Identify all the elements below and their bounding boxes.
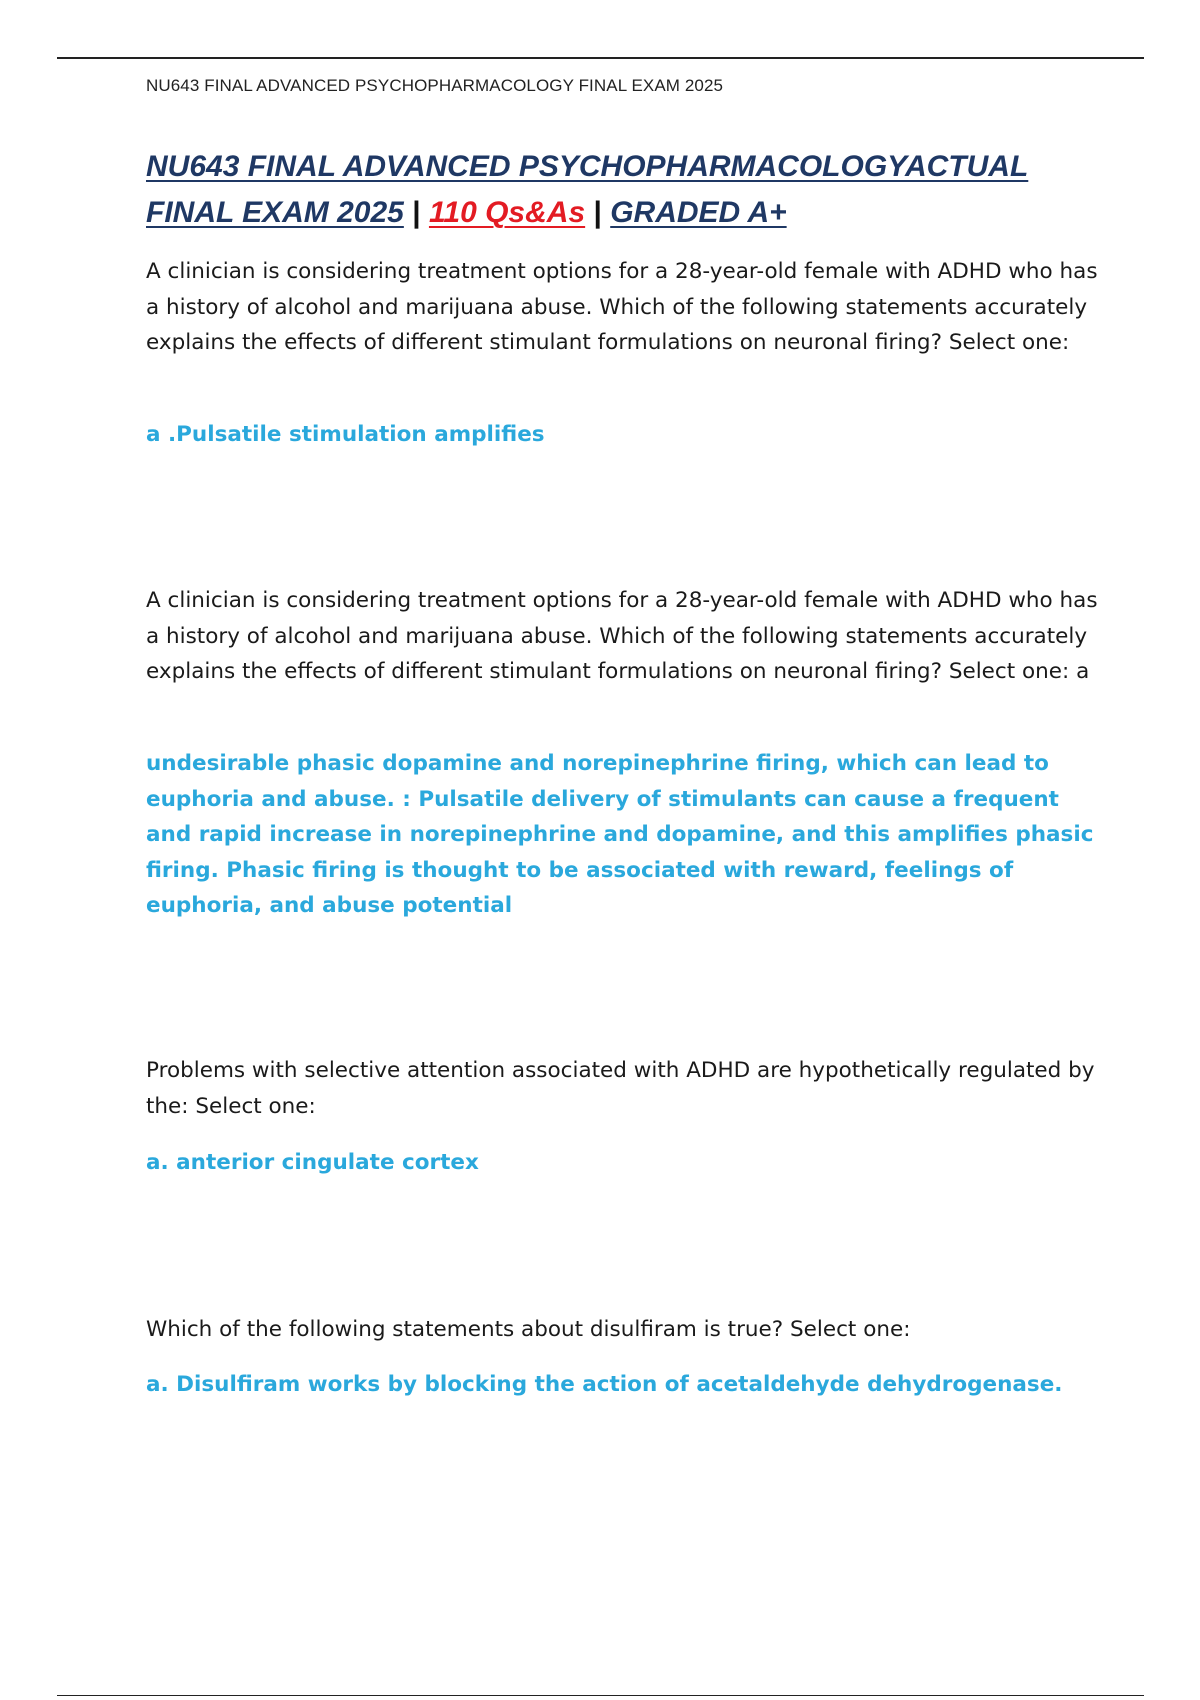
bottom-rule xyxy=(57,1695,1144,1696)
answer-4: a. Disulfiram works by blocking the action of acetaldehyde dehydrogenase. xyxy=(146,1372,1063,1397)
question-4: Which of the following statements about disulfiram is true? Select one: xyxy=(146,1317,911,1342)
title-separator-2: | xyxy=(585,196,611,229)
question-3: Problems with selective attention associated with ADHD are hypothetically regulated by the: Select one: xyxy=(146,1058,1095,1119)
title-separator-1: | xyxy=(403,196,429,229)
title-line-2-exam: FINAL EXAM 2025 xyxy=(146,196,404,229)
answer-1: a .Pulsatile stimulation amplifies xyxy=(146,422,545,447)
question-1: A clinician is considering treatment options for a 28-year-old female with ADHD who has a history of alcohol and marijuana abuse. Which of the following statements accurately explains the effects of different stimulant formulations on neuronal firing? Select one: xyxy=(146,259,1098,355)
top-rule xyxy=(57,57,1144,59)
running-header: NU643 FINAL ADVANCED PSYCHOPHARMACOLOGY FINAL EXAM 2025 xyxy=(146,76,724,95)
answer-3: a. anterior cingulate cortex xyxy=(146,1150,479,1175)
title-line-1: NU643 FINAL ADVANCED PSYCHOPHARMACOLOGYACTUAL xyxy=(146,150,1029,183)
document-title xyxy=(146,144,1106,236)
question-2: A clinician is considering treatment options for a 28-year-old female with ADHD who has a history of alcohol and marijuana abuse. Which of the following statements accurately explains the effects of different stimulant formulations on neuronal firing? Select one: a xyxy=(146,588,1098,684)
title-grade: GRADED A+ xyxy=(610,196,787,229)
answer-2: undesirable phasic dopamine and norepinephrine firing, which can lead to euphoria and abuse. : Pulsatile delivery of stimulants can cause a frequent and rapid increase in norepinephrine and dopamine, and this amplifies phasic firing. Phasic firing is thought to be associated with reward, feelings of euphoria, and abuse potential xyxy=(146,751,1094,918)
title-question-count: 110 Qs&As xyxy=(428,196,586,229)
